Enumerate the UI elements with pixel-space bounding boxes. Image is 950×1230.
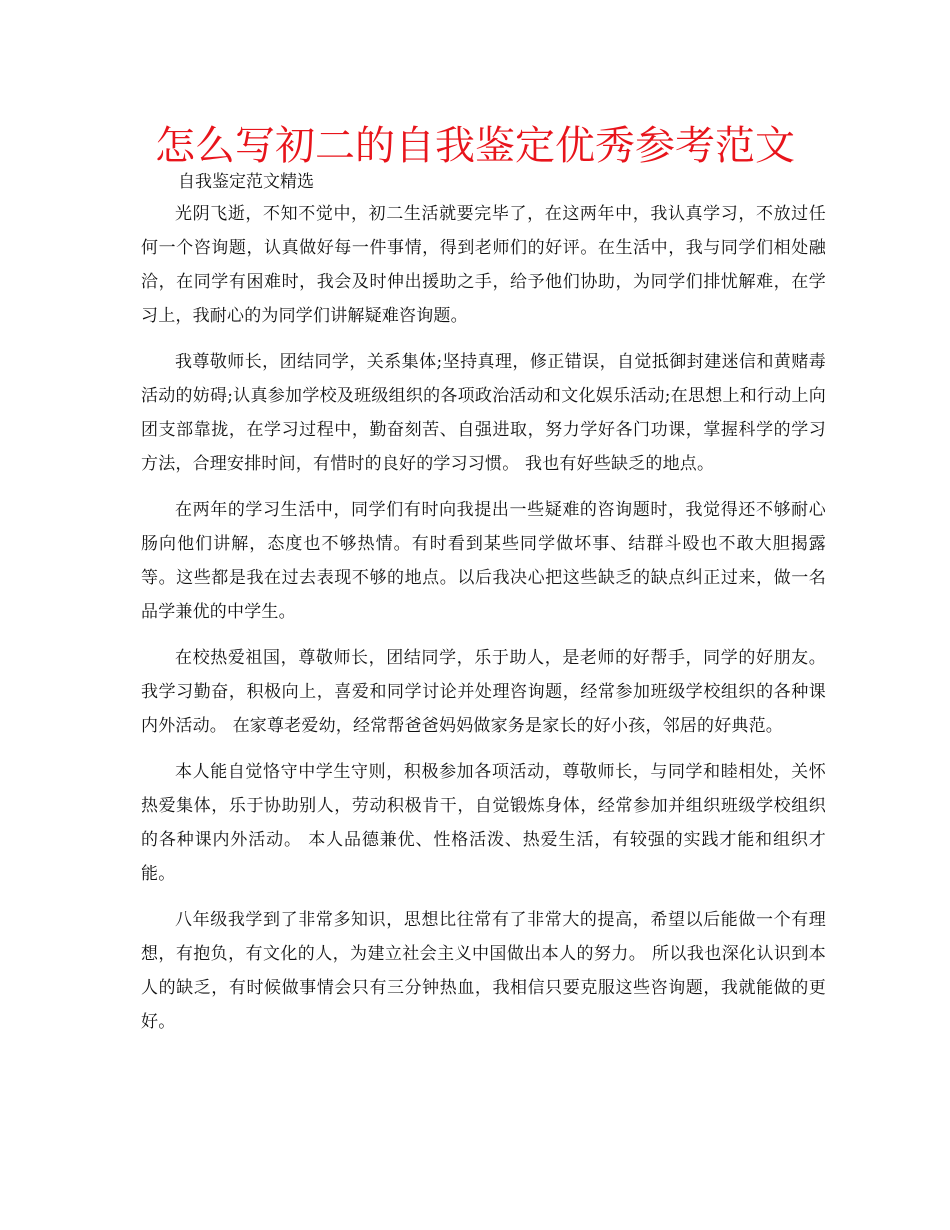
paragraph-6: 八年级我学到了非常多知识，思想比往常有了非常大的提高，希望以后能做一个有理想，有抱负，有文化的人，为建立社会主义中国做出本人的努力。 所以我也深化认识到本人的缺乏，有时候做事情会只有三分钟热血，我相信只要克服这些咨询题，我就能做的更好。 [141,910,826,1032]
document-title: 怎么写初二的自我鉴定优秀参考范文 [155,123,795,169]
paragraph-3: 在两年的学习生活中，同学们有时向我提出一些疑难的咨询题时，我觉得还不够耐心肠向他们讲解，态度也不够热情。有时看到某些同学做坏事、结群斗殴也不敢大胆揭露等。这些都是我在过去表现不够的地点。以后我决心把这些缺乏的缺点纠正过来，做一名品学兼优的中学生。 [141,500,826,622]
document-body [141,197,826,1051]
paragraph-5: 本人能自觉恪守中学生守则，积极参加各项活动，尊敬师长，与同学和睦相处，关怀热爱集体，乐于协助别人，劳动积极肯干，自觉锻炼身体，经常参加并组织班级学校组织的各种课内外活动。 本人品德兼优、性格活泼、热爱生活，有较强的实践才能和组织才能。 [141,762,826,884]
paragraph-1: 光阴飞逝，不知不觉中，初二生活就要完毕了，在这两年中，我认真学习，不放过任何一个咨询题，认真做好每一件事情，得到老师们的好评。在生活中，我与同学们相处融洽，在同学有困难时，我会及时伸出援助之手，给予他们协助，为同学们排忧解难，在学习上，我耐心的为同学们讲解疑难咨询题。 [141,204,826,326]
document-subtitle: 自我鉴定范文精选 [178,172,314,192]
paragraph-4: 在校热爱祖国，尊敬师长，团结同学，乐于助人，是老师的好帮手，同学的好朋友。我学习勤奋，积极向上，喜爱和同学讨论并处理咨询题，经常参加班级学校组织的各种课内外活动。 在家尊老爱幼，经常帮爸爸妈妈做家务是家长的好小孩，邻居的好典范。 [141,648,826,736]
paragraph-2: 我尊敬师长，团结同学，关系集体;坚持真理，修正错误，自觉抵御封建迷信和黄赌毒活动的妨碍;认真参加学校及班级组织的各项政治活动和文化娱乐活动;在思想上和行动上向团支部靠拢，在学习过程中，勤奋刻苦、自强进取，努力学好各门功课，掌握科学的学习方法，合理安排时间，有惜时的良好的学习习惯。 我也有好些缺乏的地点。 [141,352,826,474]
